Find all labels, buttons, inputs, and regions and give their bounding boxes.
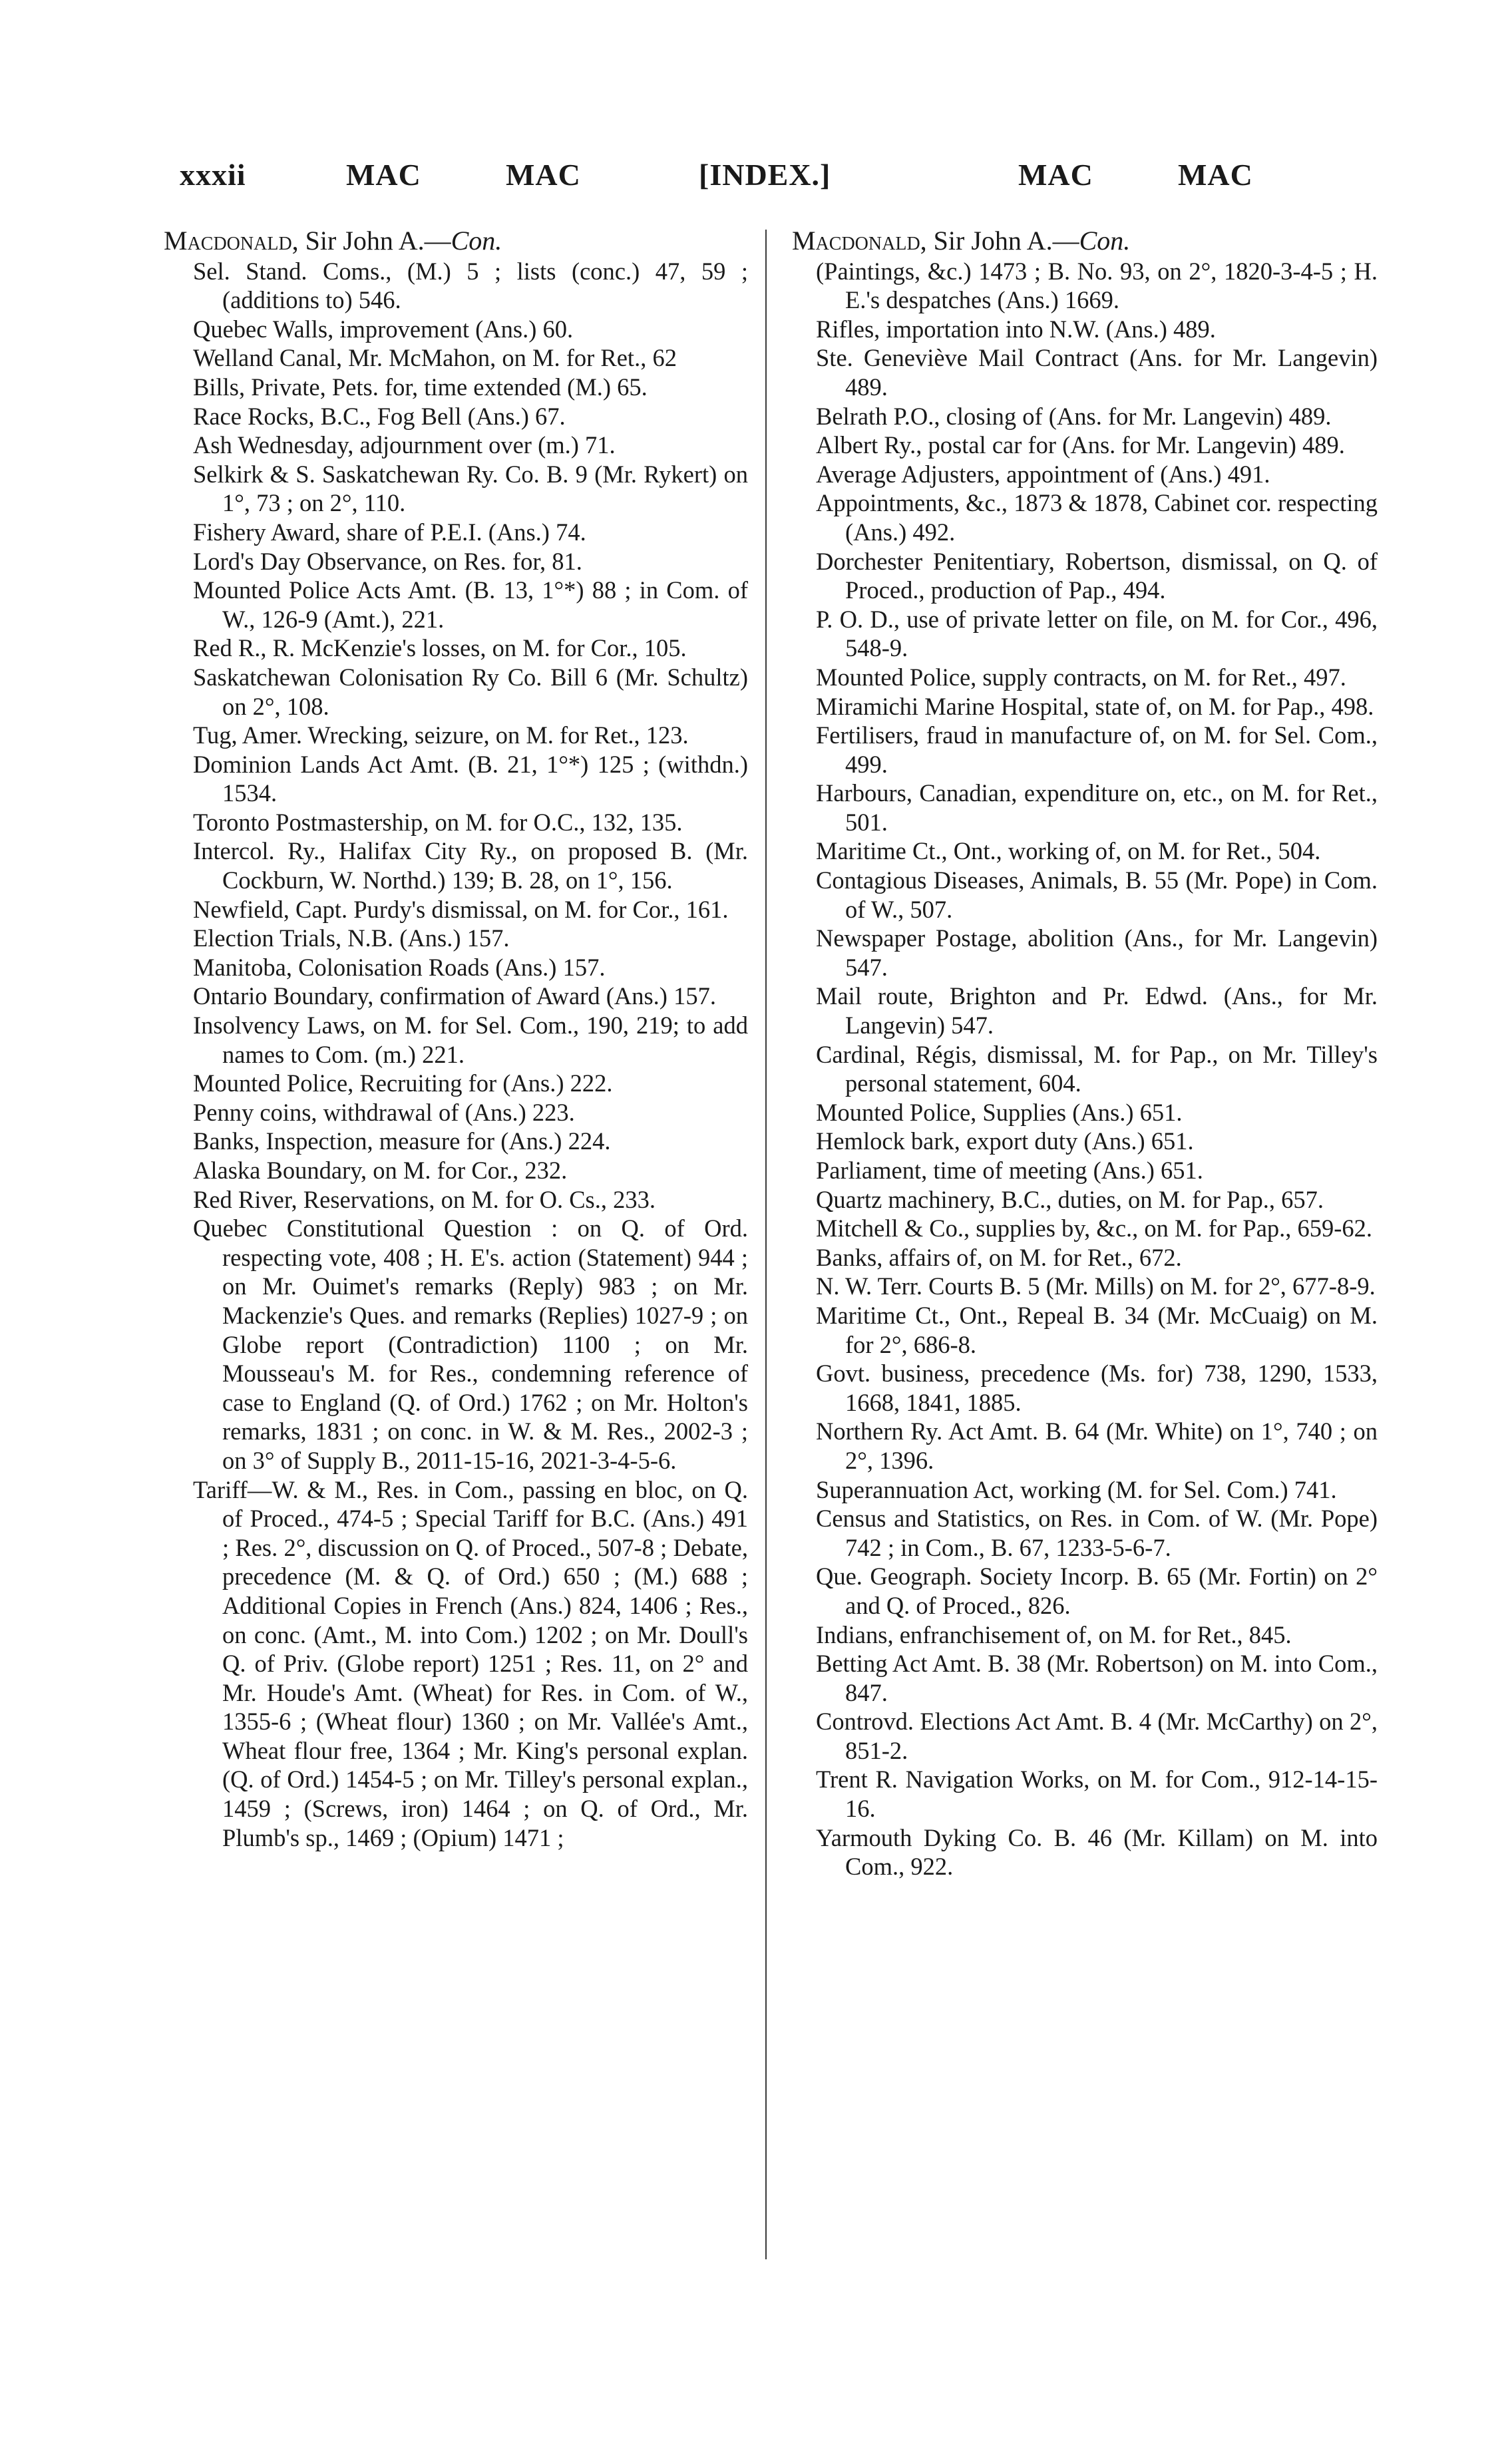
left-guide-word-2: MAC <box>506 158 581 192</box>
index-entry: (Paintings, &c.) 1473 ; B. No. 93, on 2°, 1820-3-4-5 ; H. E.'s despatches (Ans.) 1669. <box>816 257 1378 314</box>
index-entry: Betting Act Amt. B. 38 (Mr. Robertson) on M. into Com., 847. <box>816 1650 1378 1706</box>
index-entry: Banks, Inspection, measure for (Ans.) 224. <box>193 1127 611 1155</box>
index-entry: Newfield, Capt. Purdy's dismissal, on M. for Cor., 161. <box>193 895 729 923</box>
right-column <box>792 226 1378 1881</box>
index-entry: Indians, enfranchisement of, on M. for Ret., 845. <box>816 1620 1292 1648</box>
index-entry: Race Rocks, B.C., Fog Bell (Ans.) 67. <box>193 402 566 430</box>
index-entry: Maritime Ct., Ont., Repeal B. 34 (Mr. McCuaig) on M. for 2°, 686-8. <box>816 1301 1378 1358</box>
heading-title: Sir John A.— <box>926 226 1079 256</box>
index-entry: Election Trials, N.B. (Ans.) 157. <box>193 924 510 952</box>
left-guide-word-1: MAC <box>346 158 421 192</box>
index-entry: Mitchell & Co., supplies by, &c., on M. for Pap., 659-62. <box>816 1215 1373 1242</box>
index-entry: Mounted Police, Supplies (Ans.) 651. <box>816 1098 1183 1126</box>
index-entry: Bills, Private, Pets. for, time extended (M.) 65. <box>193 373 648 401</box>
index-entry: Intercol. Ry., Halifax City Ry., on proposed B. (Mr. Cockburn, W. Northd.) 139; B. 28, on 1°, 156. <box>193 837 748 894</box>
index-entry: Que. Geograph. Society Incorp. B. 65 (Mr. Fortin) on 2° and Q. of Proced., 826. <box>816 1563 1378 1619</box>
index-entry: Quartz machinery, B.C., duties, on M. for Pap., 657. <box>816 1185 1324 1213</box>
index-entry: Manitoba, Colonisation Roads (Ans.) 157. <box>193 953 606 981</box>
index-entry: Sel. Stand. Coms., (M.) 5 ; lists (conc.) 47, 59 ; (additions to) 546. <box>193 257 748 314</box>
index-entry: Lord's Day Observance, on Res. for, 81. <box>193 547 582 575</box>
index-entry: Controvd. Elections Act Amt. B. 4 (Mr. McCarthy) on 2°, 851-2. <box>816 1708 1378 1764</box>
left-column-heading <box>164 226 748 256</box>
index-entry: Northern Ry. Act Amt. B. 64 (Mr. White) on 1°, 740 ; on 2°, 1396. <box>816 1417 1378 1474</box>
index-entry: Tariff—W. & M., Res. in Com., passing en bloc, on Q. of Proced., 474-5 ; Special Tariff for B.C. (Ans.) 491 ; Res. 2°, discussion on Q. of Proced., 507-8 ; Debate, precedence (M. & Q. of Ord.) 650 ; (M.) 688 ; Additional Copies in French (Ans.) 824, 1406 ; Res., on conc. (Amt., M. into Com.) 1202 ; on Mr. Doull's Q. of Priv. (Globe report) 1251 ; Res. 11, on 2° and Mr. Houde's Amt. (Wheat) for Res. in Com. of W., 1355-6 ; (Wheat flour) 1360 ; on Mr. Vallée's Amt., Wheat flour free, 1364 ; Mr. King's personal explan. (Q. of Ord.) 1454-5 ; on Mr. Tilley's personal explan., 1459 ; (Screws, iron) 1464 ; on Q. of Ord., Mr. Plumb's sp., 1469 ; (Opium) 1471 ; <box>193 1475 748 1851</box>
page-number: xxxii <box>180 158 246 192</box>
index-entry: Fertilisers, fraud in manufacture of, on M. for Sel. Com., 499. <box>816 721 1378 778</box>
index-entry: Mounted Police Acts Amt. (B. 13, 1°*) 88 ; in Com. of W., 126-9 (Amt.), 221. <box>193 576 748 633</box>
index-entry: Tug, Amer. Wrecking, seizure, on M. for Ret., 123. <box>193 721 689 749</box>
index-entry: Belrath P.O., closing of (Ans. for Mr. Langevin) 489. <box>816 402 1332 430</box>
index-entry: Insolvency Laws, on M. for Sel. Com., 190, 219; to add names to Com. (m.) 221. <box>193 1012 748 1068</box>
heading-title: Sir John A.— <box>298 226 451 256</box>
index-entry: Average Adjusters, appointment of (Ans.) 491. <box>816 460 1270 488</box>
left-column <box>164 226 748 1852</box>
index-entry: Red River, Reservations, on M. for O. Cs., 233. <box>193 1185 656 1213</box>
index-entry: Quebec Walls, improvement (Ans.) 60. <box>193 315 574 343</box>
index-entry: Selkirk & S. Saskatchewan Ry. Co. B. 9 (Mr. Rykert) on 1°, 73 ; on 2°, 110. <box>193 460 748 517</box>
index-entry: Ste. Geneviève Mail Contract (Ans. for Mr. Langevin) 489. <box>816 344 1378 401</box>
column-divider <box>765 230 767 2259</box>
heading-continued: Con. <box>451 226 502 256</box>
index-entry: Toronto Postmastership, on M. for O.C., 132, 135. <box>193 808 683 836</box>
index-entry: Red R., R. McKenzie's losses, on M. for Cor., 105. <box>193 634 687 662</box>
heading-continued: Con. <box>1079 226 1131 256</box>
index-entry: Ash Wednesday, adjournment over (m.) 71. <box>193 431 616 459</box>
index-entry: Ontario Boundary, confirmation of Award (Ans.) 157. <box>193 982 716 1010</box>
index-entry: Contagious Diseases, Animals, B. 55 (Mr. Pope) in Com. of W., 507. <box>816 866 1378 923</box>
index-entry: Yarmouth Dyking Co. B. 46 (Mr. Killam) on M. into Com., 922. <box>816 1823 1378 1881</box>
index-entry: Saskatchewan Colonisation Ry Co. Bill 6 (Mr. Schultz) on 2°, 108. <box>193 663 748 720</box>
index-entry: Dorchester Penitentiary, Robertson, dismissal, on Q. of Proced., production of Pap., 494. <box>816 547 1378 604</box>
index-entry: N. W. Terr. Courts B. 5 (Mr. Mills) on M. for 2°, 677-8-9. <box>816 1272 1376 1300</box>
index-entry: Dominion Lands Act Amt. (B. 21, 1°*) 125 ; (withdn.) 1534. <box>193 750 748 807</box>
index-entry: Mail route, Brighton and Pr. Edwd. (Ans., for Mr. Langevin) 547. <box>816 982 1378 1039</box>
index-entry: Maritime Ct., Ont., working of, on M. for Ret., 504. <box>816 837 1321 865</box>
index-entry: Welland Canal, Mr. McMahon, on M. for Ret., 62 <box>193 344 677 372</box>
index-entry: Govt. business, precedence (Ms. for) 738, 1290, 1533, 1668, 1841, 1885. <box>816 1360 1378 1416</box>
index-entry: Albert Ry., postal car for (Ans. for Mr. Langevin) 489. <box>816 431 1345 459</box>
running-head <box>180 157 1330 204</box>
index-entry: Appointments, &c., 1873 & 1878, Cabinet cor. respecting (Ans.) 492. <box>816 489 1378 546</box>
index-entry: Harbours, Canadian, expenditure on, etc., on M. for Ret., 501. <box>816 779 1378 836</box>
index-entry: Fishery Award, share of P.E.I. (Ans.) 74. <box>193 518 586 546</box>
index-entry: Parliament, time of meeting (Ans.) 651. <box>816 1157 1203 1184</box>
heading-name: Macdonald, <box>164 226 299 256</box>
index-entry: Alaska Boundary, on M. for Cor., 232. <box>193 1157 568 1184</box>
index-entry: P. O. D., use of private letter on file, on M. for Cor., 496, 548-9. <box>816 605 1378 662</box>
index-entry: Superannuation Act, working (M. for Sel. Com.) 741. <box>816 1475 1337 1503</box>
index-entry: Rifles, importation into N.W. (Ans.) 489. <box>816 315 1216 343</box>
index-label: [INDEX.] <box>699 158 831 192</box>
right-column-heading <box>792 226 1378 256</box>
index-entry: Banks, affairs of, on M. for Ret., 672. <box>816 1243 1182 1271</box>
index-entry: Mounted Police, Recruiting for (Ans.) 222. <box>193 1069 613 1097</box>
index-entry: Census and Statistics, on Res. in Com. of W. (Mr. Pope) 742 ; in Com., B. 67, 1233-5-6-7. <box>816 1505 1378 1561</box>
index-entry: Newspaper Postage, abolition (Ans., for Mr. Langevin) 547. <box>816 924 1378 981</box>
heading-name: Macdonald, <box>792 226 927 256</box>
right-guide-word-2: MAC <box>1178 158 1253 192</box>
index-entry: Quebec Constitutional Question : on Q. of Ord. respecting vote, 408 ; H. E's. action (Statement) 944 ; on Mr. Ouimet's remarks (Reply) 983 ; on Mr. Mackenzie's Ques. and remarks (Replies) 1027-9 ; on Globe report (Contradiction) 1100 ; on Mr. Mousseau's M. for Res., condemning reference of case to England (Q. of Ord.) 1762 ; on Mr. Holton's remarks, 1831 ; on conc. in W. & M. Res., 2002-3 ; on 3° of Supply B., 2011-15-16, 2021-3-4-5-6. <box>193 1215 748 1474</box>
index-entry: Cardinal, Régis, dismissal, M. for Pap., on Mr. Tilley's personal statement, 604. <box>816 1040 1378 1097</box>
index-entry: Trent R. Navigation Works, on M. for Com., 912-14-15-16. <box>816 1766 1378 1823</box>
index-entry: Mounted Police, supply contracts, on M. for Ret., 497. <box>816 663 1346 691</box>
right-guide-word-1: MAC <box>1018 158 1093 192</box>
index-entry: Penny coins, withdrawal of (Ans.) 223. <box>193 1098 575 1126</box>
index-entry: Miramichi Marine Hospital, state of, on M. for Pap., 498. <box>816 692 1374 720</box>
index-entry: Hemlock bark, export duty (Ans.) 651. <box>816 1127 1194 1155</box>
